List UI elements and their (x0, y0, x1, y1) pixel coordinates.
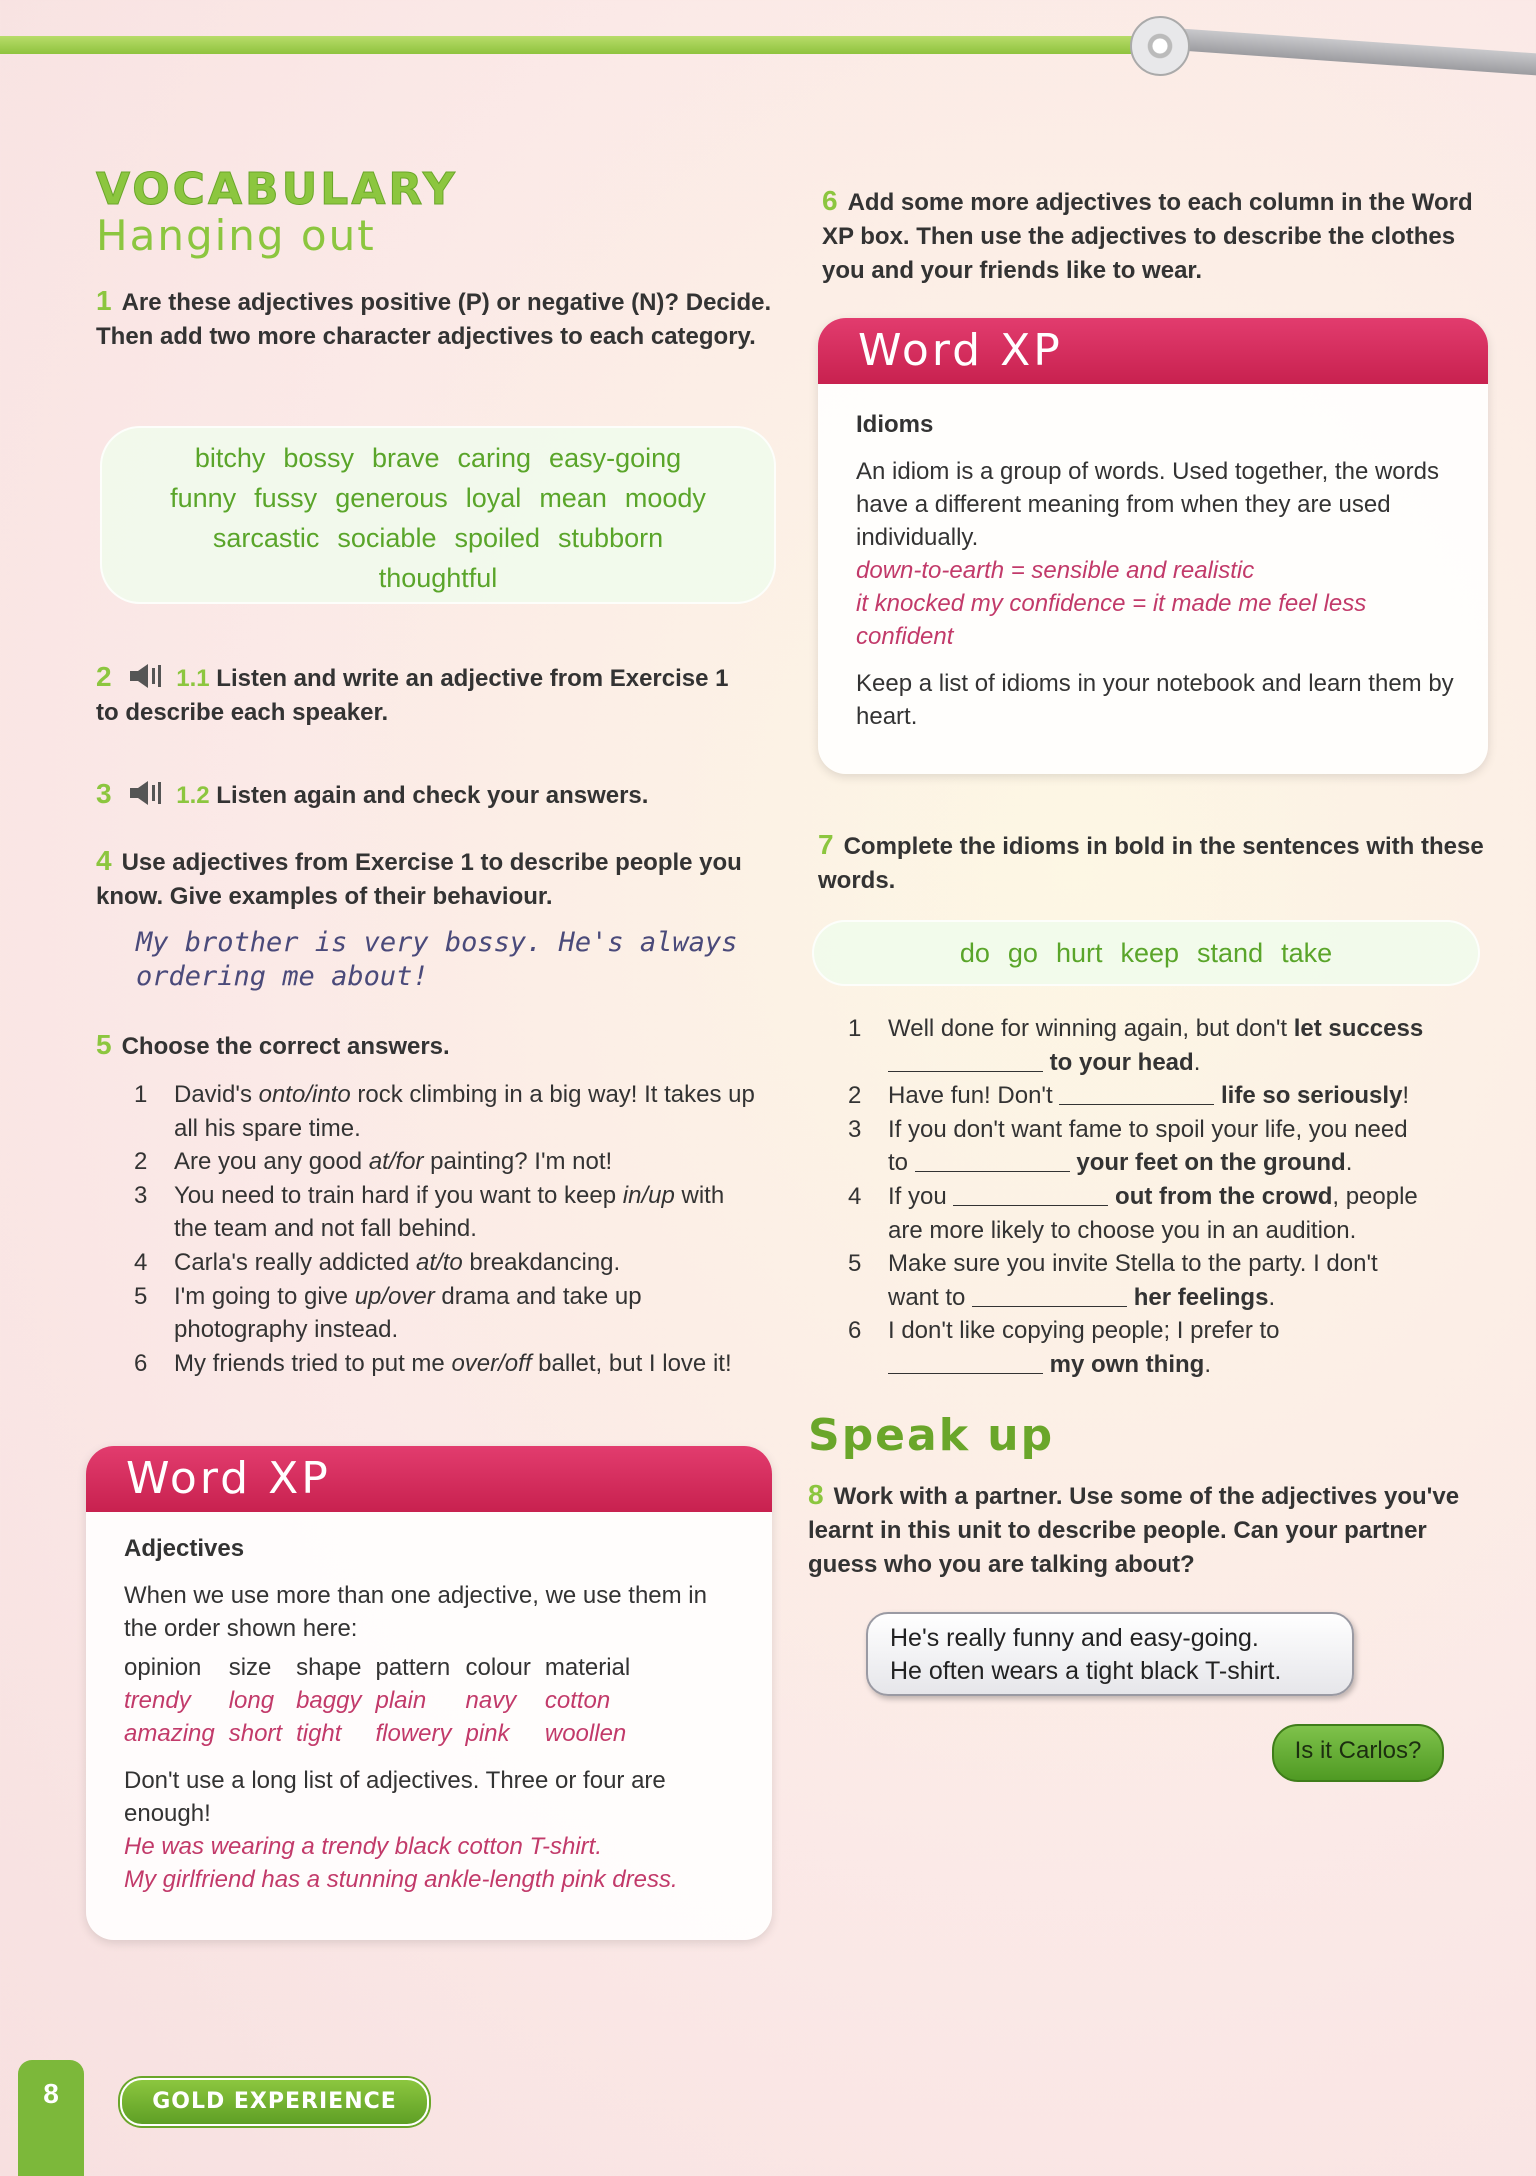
box-note: Don't use a long list of adjectives. Three or four are enough! (124, 1767, 666, 1827)
exercise-number: 8 (808, 1479, 824, 1510)
exercise-number: 2 (96, 661, 112, 692)
item-text: If you (888, 1182, 954, 1210)
table-cell: flowery (375, 1720, 452, 1747)
idiom-text: my own thing (1049, 1350, 1205, 1378)
item-text: ! (1402, 1082, 1410, 1110)
exercise-instruction: Complete the idioms in bold in the sentences with these words. (818, 833, 1484, 894)
audio-track: 1.1 (176, 665, 210, 692)
speak-up-heading: Speak up (808, 1410, 1055, 1461)
word-list (100, 438, 776, 598)
word-item: moody (624, 483, 706, 513)
table-cell: navy (465, 1687, 517, 1714)
table-cell: cotton (544, 1687, 611, 1714)
word-item: easy-going (549, 443, 682, 473)
exercise-instruction: Add some more adjectives to each column in the Word XP box. Then use the adjectives to describe the clothes you and your friends like to wear. (822, 189, 1473, 284)
item-text: If you don't want fame to spoil your life, you need (888, 1115, 1408, 1143)
item-number: 6 (848, 1317, 862, 1345)
item-number: 4 (134, 1248, 148, 1276)
box-example-2: it knocked my confidence = it made me feel less confident (856, 590, 1367, 650)
item-number: 4 (848, 1182, 862, 1210)
word-xp-adjectives-box (86, 1446, 772, 1940)
table-cell: opinion (124, 1654, 202, 1681)
box-example-1: He was wearing a trendy black cotton T-shirt. (124, 1833, 602, 1860)
list-item (134, 1145, 764, 1179)
word-list (812, 920, 1480, 986)
answer-blank (888, 1051, 1043, 1072)
item-text: drama and take up photography instead. (174, 1282, 642, 1344)
list-item (848, 1180, 1488, 1247)
item-text: Make sure you invite Stella to the party. I don't (888, 1250, 1378, 1278)
word-item: stand (1197, 938, 1264, 968)
exercise-number: 3 (96, 778, 112, 809)
exercise-5 (96, 1028, 736, 1064)
item-number: 6 (134, 1349, 148, 1377)
list-item (134, 1347, 764, 1381)
item-text: You need to train hard if you want to keep (174, 1181, 623, 1209)
table-cell: woollen (544, 1720, 627, 1747)
item-number: 2 (134, 1148, 148, 1176)
exercise-number: 7 (818, 829, 834, 860)
box-note: Keep a list of idioms in your notebook and learn them by heart. (856, 670, 1454, 730)
exercise-3 (96, 777, 776, 813)
item-text: . (1204, 1350, 1211, 1378)
item-text: . (1345, 1149, 1353, 1177)
speech-bubble-guess: Is it Carlos? (1272, 1724, 1444, 1782)
page-title: VOCABULARY (96, 164, 458, 215)
word-item: caring (457, 443, 532, 473)
exercise-7 (818, 828, 1498, 898)
bubble-line-2: He often wears a tight black T-shirt. (890, 1657, 1282, 1685)
exercise-number: 6 (822, 185, 838, 216)
word-item: bitchy (194, 443, 266, 473)
word-box-adjectives (100, 426, 776, 604)
item-text: Are you any good (174, 1148, 369, 1176)
page-subtitle: Hanging out (96, 211, 376, 260)
word-xp-body (124, 1532, 744, 1896)
exercise-instruction: Choose the correct answers. (121, 1033, 450, 1060)
list-item (848, 1012, 1488, 1079)
word-item: keep (1120, 938, 1180, 968)
answer-blank (972, 1286, 1127, 1307)
table-row (124, 1717, 644, 1750)
exercise-2 (96, 660, 736, 730)
box-intro: An idiom is a group of words. Used together, the words have a different meaning from when they are used individually. (856, 458, 1439, 551)
list-item (134, 1280, 764, 1347)
table-cell: size (228, 1654, 272, 1681)
word-item: loyal (465, 483, 522, 513)
page-number: 8 (18, 2060, 84, 2176)
item-text: to (888, 1149, 915, 1177)
table-cell: pink (465, 1720, 510, 1747)
word-item: thoughtful (378, 563, 498, 593)
word-item: generous (335, 483, 448, 513)
item-text: Have fun! Don't (888, 1082, 1060, 1110)
item-text: I don't like copying people; I prefer to (888, 1317, 1280, 1345)
list-item (848, 1079, 1488, 1113)
item-text: are more likely to choose you in an audition. (888, 1216, 1357, 1244)
example-answer: My brother is very bossy. He's always ordering me about! (136, 927, 738, 992)
table-cell: material (544, 1654, 631, 1681)
audio-disc-icon (1130, 16, 1190, 76)
exercise-number: 1 (96, 285, 112, 316)
word-item: stubborn (558, 523, 664, 553)
item-text: Carla's really addicted (174, 1248, 417, 1276)
list-item (848, 1247, 1488, 1314)
exercise-number: 5 (96, 1029, 112, 1060)
word-xp-header: Word XP (818, 318, 1488, 384)
word-item: take (1281, 938, 1333, 968)
answer-choice: at/for (368, 1148, 424, 1176)
answer-choice: in/up (622, 1181, 675, 1209)
table-cell: colour (465, 1654, 531, 1681)
table-cell: long (228, 1687, 275, 1714)
box-example-2: My girlfriend has a stunning ankle-length pink dress. (124, 1866, 678, 1893)
top-bar-grey (1150, 26, 1536, 75)
exercise-instruction: Listen and write an adjective from Exercise 1 to describe each speaker. (96, 665, 729, 726)
item-text: David's (174, 1081, 259, 1108)
table-cell: plain (375, 1687, 427, 1714)
exercise-6 (822, 184, 1502, 288)
answer-choice: onto/into (258, 1081, 351, 1108)
answer-blank (888, 1353, 1043, 1374)
item-text: rock climbing in a big way! It takes up all his spare time. (174, 1081, 755, 1142)
item-number: 5 (848, 1250, 862, 1278)
answer-blank (953, 1185, 1108, 1206)
answer-blank (1059, 1084, 1214, 1105)
word-xp-header: Word XP (86, 1446, 772, 1512)
table-row (124, 1684, 644, 1717)
idiom-text: life so seriously (1221, 1082, 1403, 1110)
word-item: spoiled (454, 523, 541, 553)
list-item (848, 1314, 1488, 1381)
audio-track: 1.2 (176, 782, 210, 809)
exercise-8 (808, 1478, 1488, 1582)
word-box-idioms (812, 920, 1480, 986)
item-number: 2 (848, 1082, 862, 1110)
idiom-text: her feelings (1133, 1283, 1269, 1311)
word-item: hurt (1055, 938, 1103, 968)
list-item (134, 1246, 764, 1280)
answer-blank (915, 1151, 1070, 1172)
table-cell: tight (296, 1720, 342, 1747)
answer-choice: up/over (354, 1282, 435, 1310)
top-bar (0, 36, 1150, 54)
table-cell: shape (296, 1654, 362, 1681)
exercise-instruction: Listen again and check your answers. (216, 782, 649, 809)
item-text: Well done for winning again, but don't (888, 1015, 1294, 1042)
item-text: painting? I'm not! (423, 1148, 613, 1176)
idiom-text: out from the crowd (1115, 1182, 1333, 1210)
exercise-number: 4 (96, 845, 112, 876)
item-number: 1 (134, 1081, 148, 1108)
idiom-text: let success (1293, 1015, 1424, 1042)
answer-choice: at/to (416, 1248, 463, 1276)
exercise-4 (96, 844, 786, 914)
box-intro: When we use more than one adjective, we use them in the order shown here: (124, 1582, 707, 1642)
item-text: breakdancing. (462, 1248, 621, 1276)
speech-bubble-description (866, 1612, 1354, 1696)
table-cell: baggy (296, 1687, 362, 1714)
item-text: ballet, but I love it! (531, 1349, 732, 1377)
table-cell: short (228, 1720, 283, 1747)
brand-badge: GOLD EXPERIENCE (120, 2078, 429, 2126)
exercise-instruction: Work with a partner. Use some of the adjectives you've learnt in this unit to describe people. Can your partner guess who you are talking about? (808, 1483, 1460, 1578)
box-example-1: down-to-earth = sensible and realistic (856, 557, 1255, 584)
table-cell: amazing (124, 1720, 215, 1747)
table-cell: pattern (375, 1654, 451, 1681)
item-text: . (1268, 1283, 1276, 1311)
item-number: 1 (848, 1015, 862, 1042)
item-number: 3 (134, 1181, 148, 1209)
word-item: fussy (254, 483, 318, 513)
word-item: go (1007, 938, 1038, 968)
item-number: 3 (848, 1115, 862, 1143)
idiom-text: to your head (1049, 1048, 1194, 1076)
word-item: bossy (283, 443, 354, 473)
box-title: Adjectives (124, 1535, 245, 1562)
answer-choice: over/off (451, 1349, 532, 1377)
word-item: funny (170, 483, 237, 513)
item-text: I'm going to give (174, 1282, 355, 1310)
table-cell: trendy (124, 1687, 191, 1714)
word-item: mean (539, 483, 607, 513)
item-text: My friends tried to put me (174, 1349, 452, 1377)
audio-speaker-icon (128, 779, 168, 807)
word-item: sarcastic (212, 523, 320, 553)
item-text: . (1193, 1048, 1201, 1076)
table-row (124, 1651, 644, 1684)
exercise-1 (96, 284, 776, 354)
exercise-instruction: Are these adjectives positive (P) or negative (N)? Decide. Then add two more character adjectives to each category. (96, 289, 772, 350)
vocab-heading (96, 164, 458, 260)
item-text: with the team and not fall behind. (174, 1181, 725, 1243)
word-item: sociable (337, 523, 437, 553)
word-item: brave (371, 443, 440, 473)
item-text: , people (1332, 1182, 1418, 1210)
bubble-line-1: He's really funny and easy-going. (890, 1624, 1259, 1652)
word-item: do (959, 938, 990, 968)
word-xp-body (856, 408, 1466, 733)
adjective-order-table (124, 1651, 644, 1750)
list-item (848, 1113, 1488, 1180)
item-number: 5 (134, 1282, 148, 1310)
word-xp-idioms-box (818, 318, 1488, 774)
audio-speaker-icon (128, 662, 168, 690)
list-item (134, 1179, 764, 1246)
box-title: Idioms (856, 411, 934, 438)
exercise-instruction: Use adjectives from Exercise 1 to describe people you know. Give examples of their behaviour. (96, 849, 742, 910)
item-text: want to (888, 1283, 973, 1311)
idiom-text: your feet on the ground (1076, 1149, 1346, 1177)
exercise-5-items (134, 1078, 764, 1380)
list-item (134, 1078, 764, 1145)
exercise-7-items (848, 1012, 1488, 1382)
